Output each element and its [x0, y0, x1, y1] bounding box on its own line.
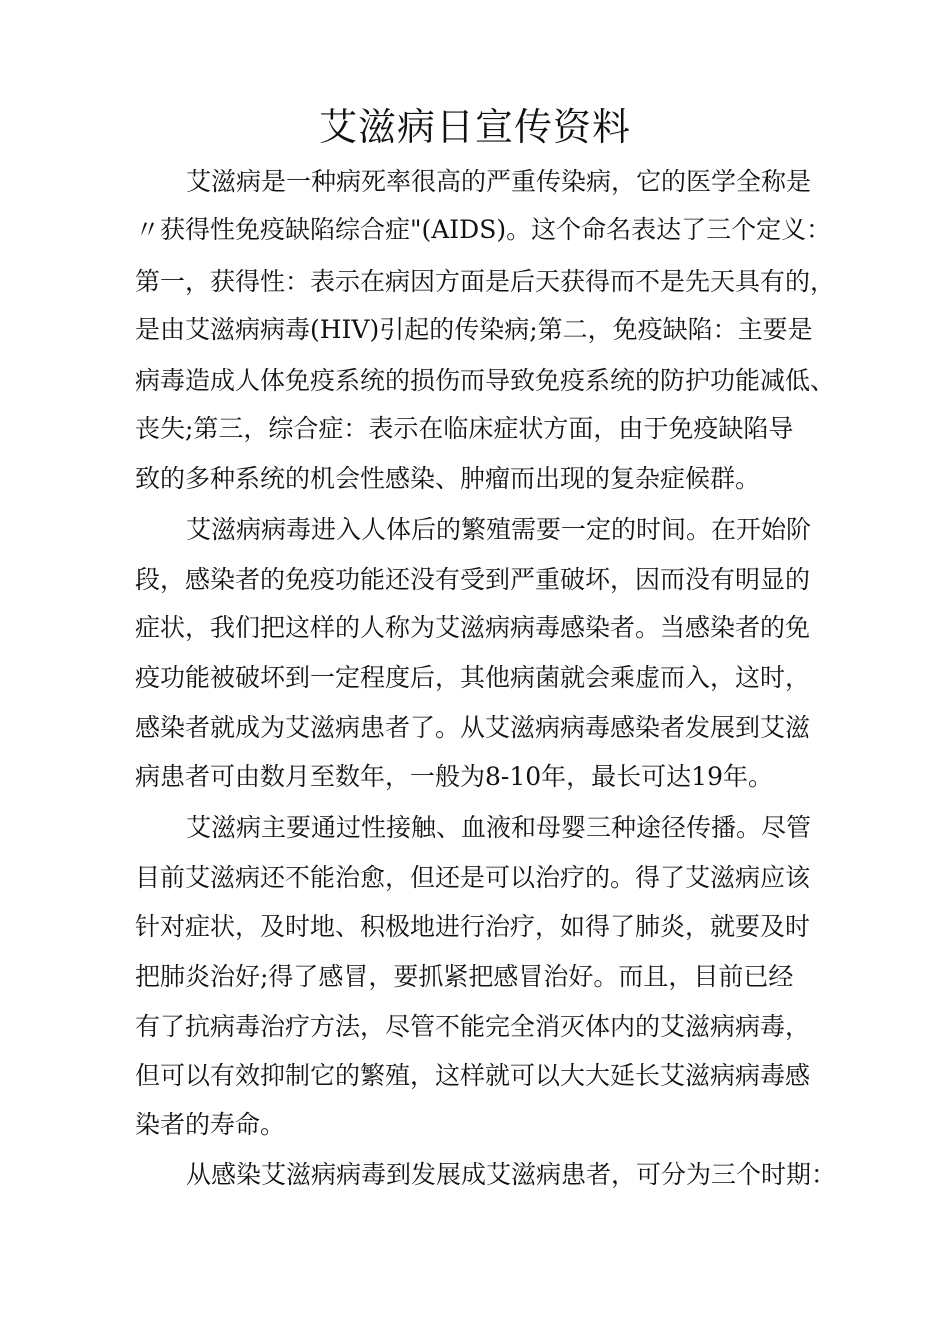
paragraph-2-line-2: 段，感染者的免疫功能还没有受到严重破坏，因而没有明显的: [135, 565, 811, 594]
paragraph-2-line-1: 艾滋病病毒进入人体后的繁殖需要一定的时间。在开始阶: [186, 515, 812, 544]
paragraph-4-line-1: 从感染艾滋病病毒到发展成艾滋病患者，可分为三个时期：: [186, 1160, 837, 1189]
paragraph-1-line-3: 第一，获得性：表示在病因方面是后天获得而不是先天具有的，: [135, 267, 836, 296]
paragraph-1-line-4: 是由艾滋病病毒(HIV)引起的传染病;第二，免疫缺陷：主要是: [135, 315, 813, 344]
paragraph-2-line-5: 感染者就成为艾滋病患者了。从艾滋病病毒感染者发展到艾滋: [135, 713, 811, 742]
paragraph-3-line-1: 艾滋病主要通过性接触、血液和母婴三种途径传播。尽管: [186, 813, 812, 842]
paragraph-3-line-2: 目前艾滋病还不能治愈，但还是可以治疗的。得了艾滋病应该: [135, 863, 811, 892]
paragraph-2-line-3: 症状，我们把这样的人称为艾滋病病毒感染者。当感染者的免: [135, 613, 811, 642]
paragraph-1-line-1: 艾滋病是一种病死率很高的严重传染病，它的医学全称是: [186, 167, 812, 196]
paragraph-1-line-5: 病毒造成人体免疫系统的损伤而导致免疫系统的防护功能减低、: [135, 366, 836, 395]
paragraph-3-line-3: 针对症状，及时地、积极地进行治疗，如得了肺炎，就要及时: [135, 912, 811, 941]
paragraph-3-line-6: 但可以有效抑制它的繁殖，这样就可以大大延长艾滋病病毒感: [135, 1061, 811, 1090]
paragraph-3-line-5: 有了抗病毒治疗方法，尽管不能完全消灭体内的艾滋病病毒，: [135, 1012, 811, 1041]
paragraph-1-line-6: 丧失;第三，综合症：表示在临床症状方面，由于免疫缺陷导: [135, 414, 794, 443]
paragraph-1-line-2: 〃获得性免疫缺陷综合症"(AIDS)。这个命名表达了三个定义：: [135, 215, 832, 244]
document-title: 艾滋病日宣传资料: [318, 105, 631, 149]
paragraph-2-line-6: 病患者可由数月至数年，一般为8-10年，最长可达19年。: [135, 762, 773, 791]
paragraph-2-line-4: 疫功能被破坏到一定程度后，其他病菌就会乘虚而入，这时，: [135, 663, 811, 692]
paragraph-3-line-7: 染者的寿命。: [135, 1110, 286, 1139]
paragraph-1-line-7: 致的多种系统的机会性感染、肿瘤而出现的复杂症候群。: [135, 464, 761, 493]
paragraph-3-line-4: 把肺炎治好;得了感冒，要抓紧把感冒治好。而且，目前已经: [135, 962, 794, 991]
